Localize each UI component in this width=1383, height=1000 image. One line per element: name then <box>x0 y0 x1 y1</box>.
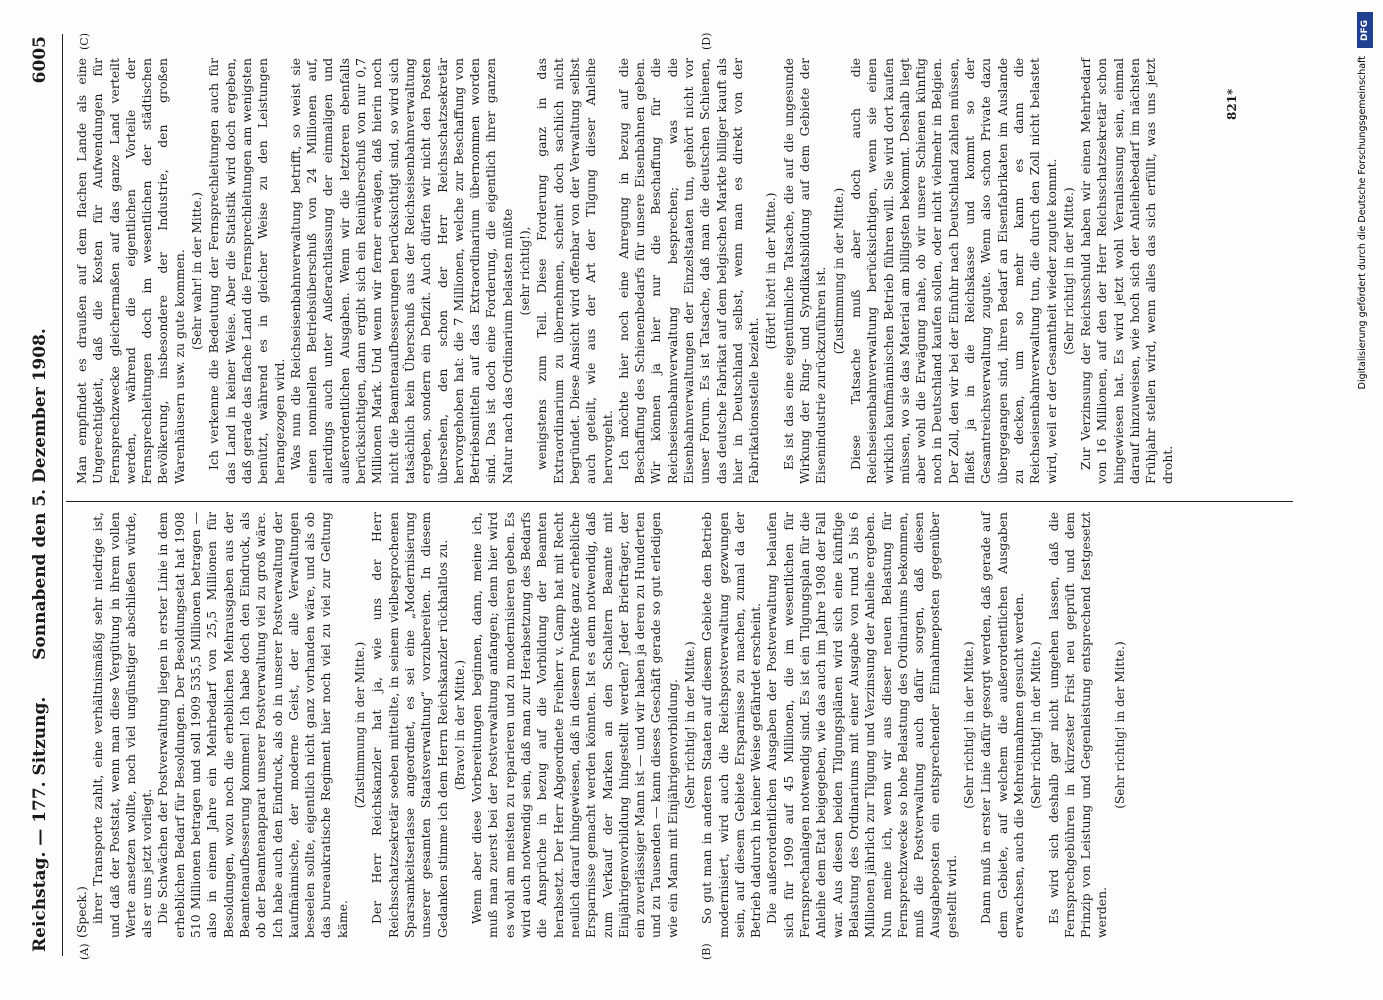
page-header <box>30 36 58 952</box>
paragraph: Man empfindet es draußen auf dem flachen Lande als eine Ungerechtigkeit, daß die Kosten für Aufwendungen für Fernsprechzwecke gleichermaßen auf das ganze Land verteilt werden, während die eigentlichen Vorteile der Fernsprechleitungen doch im wesentlichen der städtischen Bevölkerung, insbesondere der Industrie, den großen Warenhäusern usw. zu gute kommen. <box>74 58 187 484</box>
margin-mark-c: (C) <box>78 33 91 50</box>
paragraph: ihrer Transporte zahlt, eine verhältnismäßig sehr niedrige ist, und daß der Poststat, wenn man diese Vergütung in ihrem vollen Werte ansetzen wollte, noch viel ungünstiger abschließen würde, als er uns jetzt vorliegt. <box>90 512 155 938</box>
paragraph: Es wird sich deshalb gar nicht umgehen lassen, daß die Fernsprechgebühren in kürzester Frist neu geprüft und dem Prinzip von Leistung und Gegenleistung entsprechend festgesetzt werden. <box>1045 512 1110 938</box>
paragraph: Die Schwächen der Postverwaltung liegen in erster Linie in dem erheblichen Bedarf für Besoldungen. Der Besoldungsetat hat 1908 510 Millionen betragen und soll 1909 535,5 Millionen betragen — also in einem Jahre ein Mehrbedarf von 25,5 Millionen für Besoldungen, wozu noch die erheblichen Mehrausgaben aus der Beamtenaufbesserung kommen! Ich habe doch den Eindruck, als ob der Beamtenapparat unserer Postverwaltung viel zu groß wäre. Ich habe auch den Eindruck, als ob in unserer Postverwaltung der kaufmännische, der moderne Geist, der alle Verwaltungen beseelen sollte, eigentlich nicht ganz vorhanden wäre, und als ob das bureaukratische Regiment hier noch viel zu viel zur Geltung käme. <box>155 512 350 938</box>
interjection: (Hört! hört! in der Mitte.) <box>764 192 779 350</box>
dfg-logo: DFG <box>1357 12 1373 48</box>
interjection: (Sehr richtig! in der Mitte.) <box>1061 187 1076 355</box>
interjection: (Sehr richtig! in der Mitte.) <box>962 641 977 809</box>
paragraph: Ich verkenne die Bedeutung der Fernsprechleitungen auch für das Land in keiner Weise. Aber die Statistik wird doch ergeben, daß gerade das flache Land die Fernsprechleitungen am wenigsten benützt, während es in gleicher Weise zu den Leistungen herangezogen wird. <box>206 58 287 484</box>
interjection: (Sehr richtig! in der Mitte.) <box>1112 641 1127 809</box>
right-column <box>74 58 1176 484</box>
paragraph: Wenn aber diese Vorbereitungen beginnen, dann, meine ich, muß man zuerst bei der Postverwaltung anfangen; denn hier wird es wohl am meisten zu reparieren und zu modernisieren geben. Es wird auch notwendig sein, daß man zur Herabsetzung des Bedarfs die Ansprüche in bezug auf die Vorbildung der Beamten herabsetzt. Der Herr Abgeordnete Freiherr v. Gamp hat mit Recht neulich darauf hingewiesen, daß in diesem Punkte ganz erhebliche Ersparnisse gemacht werden könnten. Ist es denn notwendig, daß zum Verkauf der Marken an den Schaltern Beamte mit Einjährigenvorbildung hingestellt werden? Jeder Briefträger, der ein zuverlässiger Mann ist — und wir haben ja deren zu Hunderten und zu Tausenden — kann dieses Geschäft gerade so gut erledigen wie ein Mann mit Einjährigenvorbildung. <box>469 512 680 938</box>
header-center: Sonnabend den 5. Dezember 1908. <box>30 328 50 660</box>
paragraph: So gut man in anderen Staaten auf diesem Gebiete den Betrieb modernisiert, wird auch die Reichspostverwaltung gezwungen sein, auf diesem Gebiete Ersparnisse zu machen, zumal da der Betrieb dadurch in keiner Weise gefährdet erscheint. <box>699 512 764 938</box>
page-footnote-number: 821* <box>1225 88 1239 120</box>
header-left: Reichstag. — 177. Sitzung. <box>30 696 50 952</box>
paragraph: Der Herr Reichskanzler hat ja, wie uns der Herr Reichsschatzsekretär soeben mitteilte, in seinem vielbesprochenen Sparsamkeitserlasse angeordnet, es sei eine „Modernisierung unserer gesamten Staatsverwaltung“ vorzubereiten. In diesem Gedanken stimme ich dem Herrn Reichskanzler rückhaltlos zu. <box>369 512 450 938</box>
margin-mark-a: (A) <box>78 943 91 960</box>
digitization-sidebar <box>1353 0 1377 1000</box>
paragraph: Die außerordentlichen Ausgaben der Postverwaltung belaufen sich für 1909 auf 45 Millionen, die im wesentlichen für Fernsprechanlagen notwendig sind. Es ist ein Tilgungsplan für die Anleihe dem Etat beigegeben, wie das auch im Jahre 1908 der Fall war. Aus diesen beiden Tilgungsplänen wird sich eine künftige Belastung des Ordinariums mit einer Ausgabe von rund 5 bis 6 Millionen jährlich zur Tilgung und Verzinsung der Anleihe ergeben. Nun meine ich, wenn wir aus dieser neuen Belastung für Fernsprechzwecke so hohe Belastung des Ordinariums bekommen, muß die Postverwaltung auch dafür sorgen, daß diesen Ausgabeposten ein entsprechender Einnahmeposten gegenüber gestellt wird. <box>764 512 959 938</box>
margin-mark-d: (D) <box>700 32 713 50</box>
header-rule <box>62 34 63 956</box>
interjection: (Sehr wahr! in der Mitte.) <box>190 192 205 350</box>
paragraph: Ich möchte hier noch eine Anregung in bezug auf die Beschaffung des Schienenbedarfs für unsere Eisenbahnen geben. Wir können ja hier nur die Beschaffung für die Reichseisenbahnverwaltung besprechen; was die Eisenbahnverwaltungen der Einzelstaaten tun, gehört nicht vor unser Forum. Es ist Tatsache, daß man die deutschen Schienen, das deutsche Fabrikat auf dem belgischen Markte billiger kauft als hier in Deutschland selbst, wenn man es direkt von der Fabrikationsstelle bezieht. <box>615 58 762 484</box>
paragraph: Zur Verzinsung der Reichsschuld haben wir einen Mehrbedarf von 16 Millionen, auf den der Herr Reichsschatzsekretär schon hingewiesen hat. Es wird jetzt wohl Veranlassung sein, einmal darauf hinzuweisen, wie hoch sich der Anleihebedarf im nächsten Frühjahr stellen wird, wenn alles das sich erfüllt, was uns jetzt droht. <box>1078 58 1175 484</box>
interjection: (Sehr richtig! in der Mitte.) <box>682 641 697 809</box>
paragraph: Was nun die Reichseisenbahnverwaltung betrifft, so weist sie einen nominellen Betriebsüberschuß von 24 Millionen auf, allerdings auch unter Außerachtlassung der einmaligen und außerordentlichen Ausgaben. Wenn wir die letzteren ebenfalls berücksichtigen, dann ergibt sich ein Reinüberschuß von nur 0,7 Millionen Mark. Und wenn wir ferner erwägen, daß hierin noch nicht die Beamtenaufbesserungen berücksichtigt sind, so wird sich tatsächlich kein Überschuß aus der Reichseisenbahnverwaltung ergeben, sondern ein Defizit. Auch dürfen wir nicht den Posten übersehen, den schon der Herr Reichsschatzsekretär hervorgehoben hat: die 7 Millionen, welche zur Beschaffung von Betriebsmitteln auf das Extraordinarium übernommen worden sind. Das ist doch eine Forderung, die eigentlich ihrer ganzen Natur nach das Ordinarium belasten müßte <box>287 58 515 484</box>
paragraph: Diese Tatsache muß aber doch auch die Reichseisenbahnverwaltung berücksichtigen, wenn sie einen wirklich kaufmännischen Betrieb führen will. Sie wird dort kaufen müssen, wo sie das Material am billigsten bekommt. Deshalb liegt aber wohl die Erwägung nahe, ob wir unsere Schienen künftig noch in Deutschland kaufen sollen, oder nicht vielmehr in Belgien. Der Zoll, den wir bei der Einfuhr nach Deutschland zahlen müssen, fließt ja in die Reichskasse und kommt so der Gesamtreichsverwaltung zugute. Wenn also schon Private dazu übergegangen sind, ihren Bedarf an Eisenfabrikaten im Auslande zu decken, um so mehr kann es dann die Reichseisenbahnverwaltung tun, die durch den Zoll nicht belastet wird, weil er der Gesamtheit wieder zugute kommt. <box>847 58 1059 484</box>
header-page-number: 6005 <box>30 36 50 84</box>
paragraph: wenigstens zum Teil. Diese Forderung ganz in das Extraordinarium zu übernehmen, scheint doch sachlich nicht begründet. Diese Ansicht wird offenbar von der Verwaltung selbst auch geteilt, wie aus der Art der Tilgung dieser Anleihe hervorgeht. <box>534 58 615 484</box>
funding-note: Digitalisierung gefördert durch die Deutsche Forschungsgemeinschaft <box>1357 56 1368 390</box>
interjection: (Sehr richtig! in der Mitte.) <box>1029 641 1044 809</box>
interjection: (sehr richtig!), <box>518 226 533 316</box>
paragraph: Es ist das eine eigentümliche Tatsache, die auf die ungesunde Wirkung der Ring- und Syndikatsbildung auf dem Gebiete der Eisenindustrie zurückzuführen ist. <box>780 58 829 484</box>
interjection: (Zustimmung in der Mitte.) <box>831 187 846 355</box>
paragraph: Dann muß in erster Linie dafür gesorgt werden, daß gerade auf dem Gebiete, auf welchem die außerordentlichen Ausgaben erwachsen, auch die Mehreinnahmen gesucht werden. <box>978 512 1026 938</box>
left-column <box>74 512 1129 938</box>
paragraph: (Speck.) <box>74 886 89 938</box>
interjection: (Bravo! in der Mitte.) <box>452 659 467 791</box>
interjection: (Zustimmung in der Mitte.) <box>353 641 368 809</box>
column-separator <box>66 501 1293 502</box>
margin-mark-b: (B) <box>700 943 713 960</box>
